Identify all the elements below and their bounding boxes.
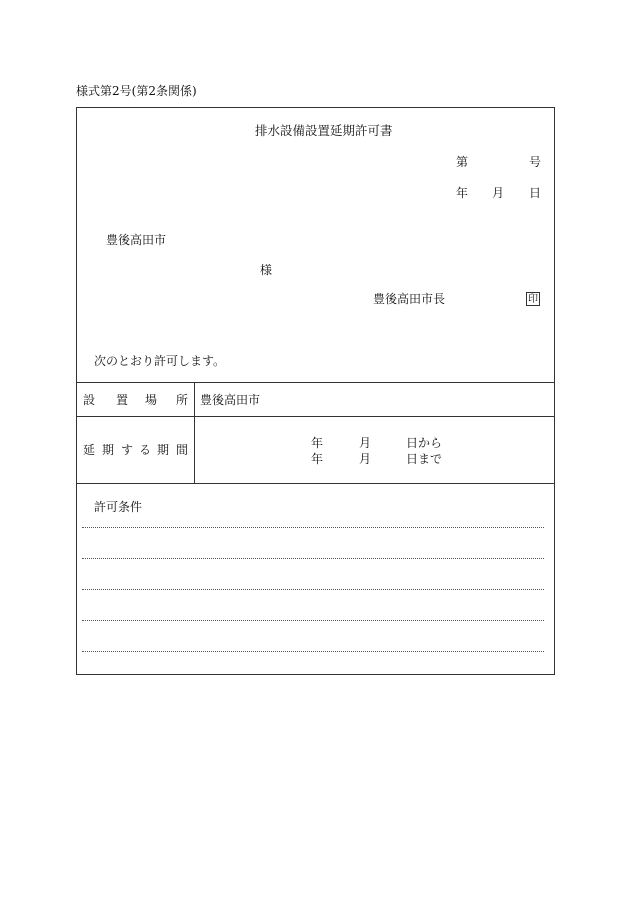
date-day: 日 [529, 186, 542, 200]
period-label-char: 期 [102, 443, 115, 457]
location-label-char: 場 [145, 393, 158, 407]
period-from-year: 年 [311, 436, 324, 450]
row-divider [76, 382, 555, 383]
period-from-month: 月 [359, 436, 372, 450]
conditions-dotted-line [82, 589, 544, 590]
period-label-char: す [121, 443, 134, 457]
recipient-city: 豊後高田市 [106, 233, 167, 247]
period-from-day: 日から [406, 436, 443, 450]
location-label-char: 置 [116, 393, 129, 407]
date-month: 月 [492, 186, 505, 200]
row-divider [76, 416, 555, 417]
number-suffix: 号 [529, 155, 542, 169]
column-divider [194, 382, 195, 483]
conditions-dotted-line [82, 558, 544, 559]
period-label-char: 期 [157, 443, 170, 457]
period-to-year: 年 [311, 452, 324, 466]
form-label: 様式第2号(第2条関係) [76, 84, 197, 98]
conditions-dotted-line [82, 651, 544, 652]
issuer-name: 豊後高田市長 [373, 292, 446, 306]
seal-box: 印 [528, 294, 538, 305]
statement-text: 次のとおり許可します。 [94, 354, 226, 368]
recipient-honorific: 様 [260, 263, 273, 277]
period-label-char: る [139, 443, 152, 457]
period-label-char: 間 [176, 443, 189, 457]
conditions-label: 許可条件 [94, 500, 143, 514]
number-prefix: 第 [456, 155, 469, 169]
conditions-dotted-line [82, 527, 544, 528]
conditions-dotted-line [82, 620, 544, 621]
period-to-day: 日まで [406, 452, 443, 466]
date-year: 年 [456, 186, 469, 200]
location-label-char: 所 [176, 393, 189, 407]
location-label-char: 設 [83, 393, 96, 407]
period-to-month: 月 [359, 452, 372, 466]
document-title: 排水設備設置延期許可書 [255, 123, 393, 138]
period-label-char: 延 [83, 443, 96, 457]
location-value: 豊後高田市 [200, 393, 261, 407]
row-divider [76, 483, 555, 484]
